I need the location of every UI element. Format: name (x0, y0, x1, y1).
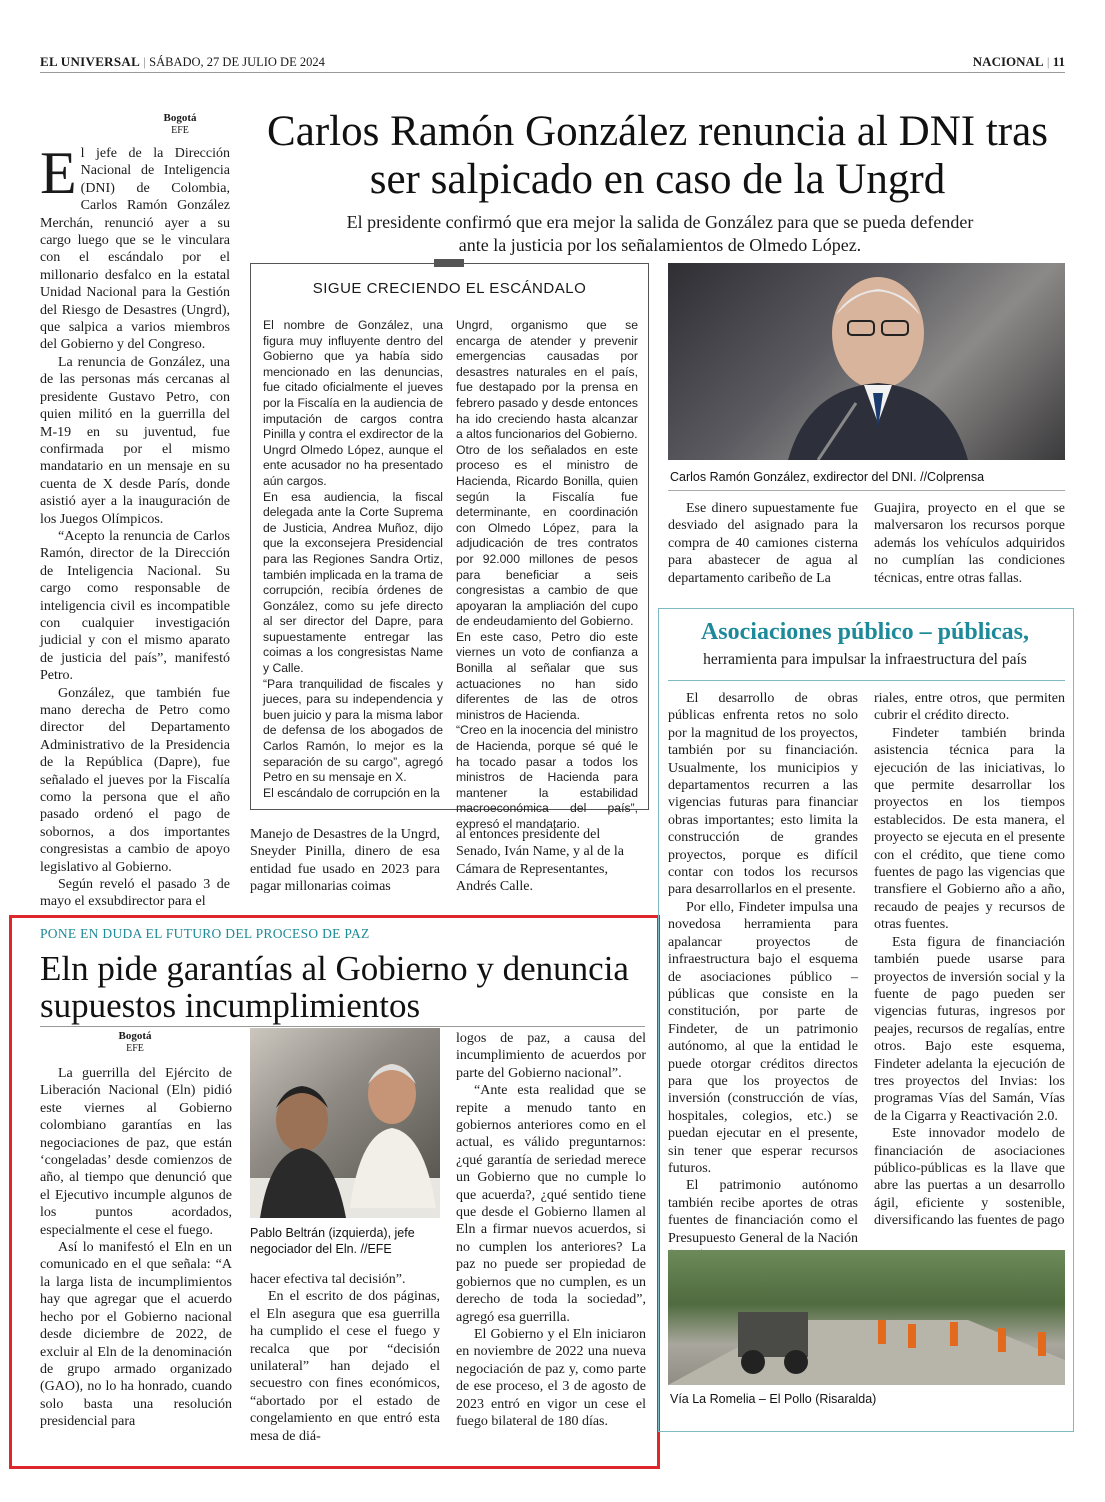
paragraph: “Ante esta realidad que se repite a menudo tanto en gobiernos anteriores como en el actual, es válido preguntarnos: ¿qué garantía de seriedad merece un Gobierno que no cumple lo que acuerda?, ¿qué sentido tiene que desde el Gobierno llamen al Eln a firmar nuevos acuerdos, si no cumplen los anteriores? La paz no puede ser propiedad de gobiernos que no cumplen, es un derecho de toda la sociedad”, agregó esa guerrilla. (456, 1083, 646, 1325)
eln-col3 (456, 1030, 646, 1430)
paragraph: El patrimonio autónomo también recibe aportes de otras fuentes de financiación como el Presupuesto General de la Nación (668, 1178, 858, 1246)
paragraph: logos de paz, a causa del incumplimiento de acuerdos por parte del Gobierno nacional”. (456, 1031, 646, 1081)
paragraph: riales, entre otros, que permiten cubrir el crédito directo. (874, 691, 1065, 724)
photo-caption-road: Vía La Romelia – El Pollo (Risaralda) (670, 1392, 877, 1406)
main-story-col3-bottom (456, 826, 646, 896)
eln-rule (40, 1026, 645, 1027)
under-photo-col2 (874, 500, 1065, 587)
roadworks-illustration (668, 1250, 1065, 1385)
header-rule (40, 72, 1065, 73)
eln-kicker: PONE EN DUDA EL FUTURO DEL PROCESO DE PAZ (40, 926, 370, 941)
paragraph: Otro de los señalados en este proceso es el ministro de Hacienda, Ricardo Bonilla, quien según la Fiscalía fue determinante, en coordinación con Olmedo López, para la adjudicación de tres contratos por 92.000 millones de pesos para beneficiar a seis congresistas a cambio de que apoyaran la ampliación del cupo de endeudamiento del Gobierno. (456, 442, 638, 629)
sidebar-title: SIGUE CRECIENDO EL ESCÁNDALO (312, 280, 587, 297)
paragraph: “Para tranquilidad de fiscales y jueces, para su independencia y buen juicio y para la misma labor de defensa de los abogados de Carlos Ramón, lo mejor es la separación de su cargo”, agregó Petro en su mensaje en X. (263, 676, 443, 785)
promo-col1 (668, 690, 858, 1282)
byline-agency: EFE (171, 125, 189, 136)
byline-place: Bogotá (118, 1030, 152, 1042)
paragraph: El escándalo de corrupción en la (263, 785, 440, 800)
promo-title: Asociaciones público – públicas, (700, 619, 1030, 645)
paragraph: “Acepto la renuncia de Carlos Ramón, director de la Dirección de Inteligencia Nacional. Su cargo como responsable de inteligencia civil es incompatible con cualquier investigación judicial y con el mismo aparato de justicia del país”, manifestó Petro. (40, 528, 230, 684)
caption-rule (668, 490, 1065, 491)
photo-road-works (668, 1250, 1065, 1385)
issue-date: SÁBADO, 27 DE JULIO DE 2024 (149, 55, 325, 69)
paragraph: hacer efectiva tal decisión”. (250, 1272, 406, 1287)
promo-rule (668, 680, 1065, 681)
paragraph: En el escrito de dos páginas, el Eln asegura que esa guerrilla ha cumplido el cese el fuego y recalca que por “decisión unilateral” han dejado el secuestro con fines económicos, “abortado por el estado de congelamiento en que entró esta mesa de diá- (250, 1289, 440, 1444)
main-story-col2-bottom (250, 826, 440, 896)
eln-headline: Eln pide garantías al Gobierno y denuncia supuestos incumplimientos (40, 949, 629, 1025)
paragraph: La guerrilla del Ejército de Liberación Nacional (Eln) pidió este viernes al Gobierno colombiano garantías en las negociaciones de paz, que están ‘congeladas’ desde comienzos de año, al tiempo que denunció que el Ejecutivo incumple algunos de los puntos acordados, especialmente el cese el fuego. (40, 1066, 232, 1238)
portrait-illustration (668, 263, 1065, 460)
promo-subtitle: herramienta para impulsar la infraestructura del país (703, 651, 1027, 668)
main-lead (40, 140, 230, 911)
main-headline: Carlos Ramón González renuncia al DNI tras ser salpicado en caso de la Ungrd (267, 108, 1048, 203)
byline (150, 112, 210, 137)
paragraph: al entonces presidente del Senado, Iván Name, y al de la Cámara de Representantes, Andrés Calle. (456, 827, 624, 895)
page-number: 11 (1052, 54, 1065, 69)
dropcap: E (40, 140, 77, 206)
eln-col2 (250, 1271, 440, 1445)
paragraph: El desarrollo de obras públicas enfrenta retos no solo por la magnitud de los proyectos, también por su financiación. Usualmente, los municipios y departamentos recurren a las vigencias futuras para financiar obras importantes; esto limita la construcción de grandes proyectos, porque es difícil contar con todos los recursos para desarrollarlos en el presente. (668, 691, 858, 898)
photo-carlos-ramon (668, 263, 1065, 460)
section-label: NACIONAL | 11 (972, 54, 1065, 69)
meeting-illustration (250, 1028, 440, 1218)
paragraph: Por ello, Findeter impulsa una novedosa herramienta para apalancar proyectos de infraestructura bajo el esquema de asociaciones público – públicas que consiste en la constitución, por parte de Findeter, de un patrimonio autónomo, al que la entidad le puede otorgar créditos directos para que los proyectos de inversión (construcción de vías, hospitales, colegios, etc.) se puedan ejecutar en el presente, sin tener que esperar recursos futuros. (668, 899, 858, 1176)
paragraph: Manejo de Desastres de la Ungrd, Sneyder Pinilla, dinero de esa entidad fue usado en 2023 para pagar millonarias coimas (250, 827, 440, 895)
paper-name: EL UNIVERSAL (40, 54, 141, 69)
paragraph: Ungrd, organismo que se encarga de atender y prevenir emergencias causadas por desastres naturales en el país, fue destapado por la prensa en febrero pasado y desde entonces ha ido creciendo hasta alcanzar a altos funcionarios del Gobierno. (456, 318, 638, 442)
eln-col1 (40, 1030, 232, 1431)
header-bar: EL UNIVERSAL | SÁBADO, 27 DE JULIO DE 2024 (40, 54, 325, 69)
eln-col1-text (40, 1065, 232, 1431)
paragraph: Ese dinero supuestamente fue desviado del asignado para la compra de 40 camiones cisterna para abastecer de agua al departamento caribeño de La (668, 501, 858, 586)
byline-agency: EFE (126, 1043, 144, 1054)
paragraph: Este innovador modelo de financiación de asociaciones público-públicas es la llave que abre las puertas a un desarrollo ágil, eficiente y sostenible, diversificando las fuentes de pago (874, 1126, 1065, 1229)
paragraph: Así lo manifestó el Eln en un comunicado en el que señala: “A la larga lista de incumplimientos hay que agregar que el acuerdo hecho por el Gobierno nacional desde diciembre de 2022, de excluir al Eln de la denominación de grupo armado organizado (GAO), no lo ha honrado, cuando solo basta una resolución presidencial para (40, 1240, 232, 1430)
paragraph: La renuncia de González, una de las personas más cercanas al presidente Gustavo Petro, con quien militó en la guerrilla del M-19 en su juventud, fue confirmada por el mismo mandatario en un mensaje en su cuenta de X desde París, donde asistió ayer a la inauguración de los Juegos Olímpicos. (40, 354, 230, 527)
paragraph: “Creo en la inocencia del ministro de Hacienda, porque sé qué le ha tocado pasar a todos los ministros de Hacienda para mantener la estabilidad macroeconómica del país”, expresó el mandatario. (456, 723, 638, 831)
sidebar-tab-marker (434, 259, 464, 267)
sidebar-box (250, 263, 649, 831)
paragraph: El nombre de González, una figura muy influyente dentro del Gobierno que ya había sido mencionado en las denuncias, fue citado oficialmente el jueves por la Fiscalía en la audiencia de imputación de cargos contra Pinilla y contra el exdirector de la Ungrd Olmedo López, aunque el ente acusador no ha presentado aún cargos. (263, 318, 443, 488)
photo-pablo-beltran (250, 1028, 440, 1218)
paragraph: Guajira, proyecto en el que se malversaron los recursos porque además los vehículos adquiridos no cumplían las condiciones técnicas, entre otras fallas. (874, 501, 1065, 586)
paragraph: En esa audiencia, la fiscal delegada ante la Corte Suprema de Justicia, Andrea Muñoz, dijo que la exconsejera Presidencial para las Regiones Sandra Ortiz, también implicada en la trama de corrupción, recibía órdenes de González, como su jefe directo al ser director del Dapre, para supuestamente entregar las coimas a los congresistas Name y Calle. (263, 489, 443, 676)
sidebar-col1 (263, 318, 443, 801)
paragraph: González, que también fue mano derecha de Petro como director del Departamento Administrativo de la Presidencia de la República (Dapre), fue señalado el jueves por la Fiscalía como la persona que el año pasado ordenó el pago de sobornos, a dos importantes congresistas a cambio de apoyo legislativo al Gobierno. (40, 685, 230, 875)
paragraph: En este caso, Petro dio este viernes un voto de confianza a Bonilla al señalar que sus actuaciones no han sido diferentes de las de otros ministros de Hacienda. (456, 629, 638, 722)
paragraph: El Gobierno y el Eln iniciaron en noviembre de 2022 una nueva negociación de paz y, como parte de ese proceso, el 3 de agosto de 2023 entró en vigor un cese el fuego bilateral de 180 días. (456, 1326, 646, 1429)
under-photo-col1 (668, 500, 858, 587)
lead-text: l jefe de la Dirección Nacional de Inteligencia (DNI) de Colombia, Carlos Ramón González Merchán, renunció ayer a su cargo luego que se le vinculara con el escándalo por el millonario desfalco en la estatal Unidad Nacional para la Gestión del Riesgo de Desastres (Ungrd), que salpica a varios miembros del Gobierno y del Congreso. (40, 146, 230, 353)
main-subtitle: El presidente confirmó que era mejor la salida de González para que se pueda defender ante la justicia por los señalamientos de Olmedo López. (346, 212, 974, 255)
paragraph: Esta figura de financiación también puede usarse para proyectos de inversión social y la fuente de pago pueden ser vigencias futuras, ingresos por peajes, recursos de regalías, entre otros. Bajo este esquema, Findeter adelanta la ejecución de tres proyectos del Invias: los programas Vías del Samán, Vías de la Cigarra y Reactivación 2.0. (874, 934, 1065, 1124)
sidebar-col2 (456, 318, 638, 833)
eln-byline (105, 1030, 165, 1055)
paragraph: Findeter también brinda asistencia técnica para la ejecución de las iniciativas, lo que permite desarrollar los proyectos en los tiempos establecidos. De esta manera, el proyecto se ejecuta en el presente con el crédito, que tiene como fuentes de pago las vigencias que transfiere el Gobierno año a año, recaudo de peajes y recursos de otras fuentes. (874, 725, 1065, 933)
promo-col2 (874, 690, 1065, 1230)
photo-caption-beltran: Pablo Beltrán (izquierda), jefe negociador del Eln. //EFE (250, 1226, 415, 1256)
paragraph: Según reveló el pasado 3 de mayo el exsubdirector para el (40, 877, 230, 910)
byline-place: Bogotá (163, 112, 197, 124)
photo-caption-carlos: Carlos Ramón González, exdirector del DNI. //Colprensa (670, 470, 985, 484)
main-story-col1 (40, 112, 230, 911)
section-name: NACIONAL (972, 54, 1044, 69)
